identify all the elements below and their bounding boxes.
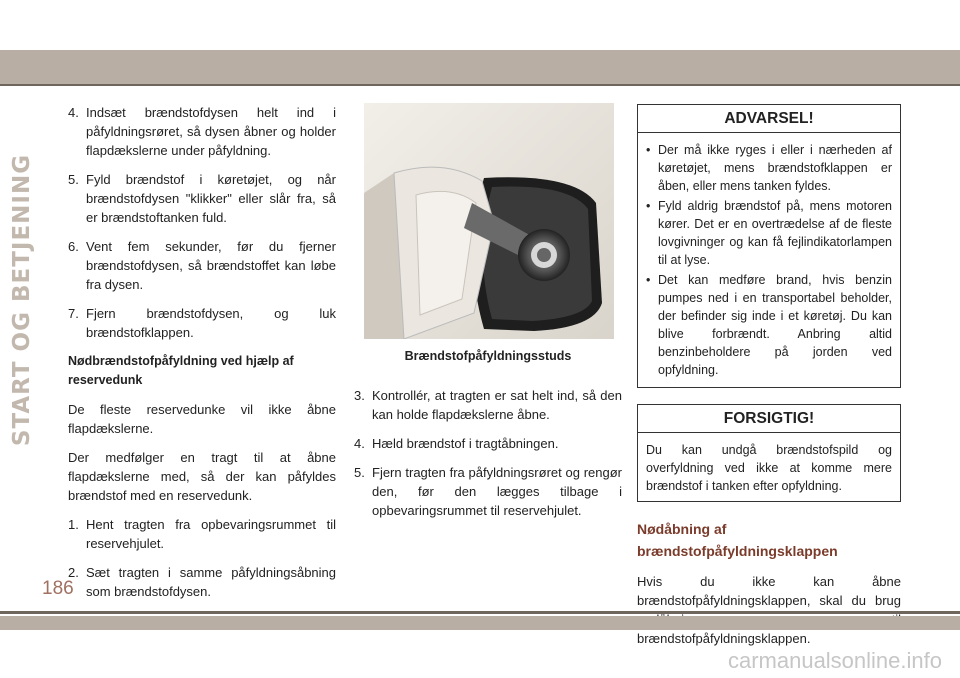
footer-band <box>0 616 960 630</box>
column-left <box>68 103 336 611</box>
list-item: 3. Kontrollér, at tragten er sat helt ind, så den kan holde flapdækslerne åbne. <box>354 388 622 422</box>
fuel-filler-illustration <box>364 103 614 339</box>
column-right <box>637 104 901 658</box>
chapter-title-text: START OG BETJENING <box>9 153 35 447</box>
paragraph: Der medfølger en tragt til at åbne flapdækslerne med, så der kan påfyldes brændstof med en reservedunk. <box>68 450 336 503</box>
list-item: 6. Vent fem sekunder, før du fjerner brændstofdysen, så brændstoffet kan løbe fra dysen. <box>68 239 336 292</box>
paragraph: De fleste reservedunke vil ikke åbne flapdækslerne. <box>68 402 336 436</box>
photo-caption: Brændstofpåfyldningsstuds <box>404 349 572 363</box>
subheading-emergency-fueling: Nødbrændstofpåfyldning ved hjælp af reservedunk <box>68 354 294 387</box>
header-rule <box>0 84 960 86</box>
caution-text: Du kan undgå brændstofspild og overfyldning ved ikke at komme mere brændstof i tanken efter opfyldning. <box>646 443 892 493</box>
list-item: 1. Hent tragten fra opbevaringsrummet til reservehjulet. <box>68 517 336 551</box>
warning-title: ADVARSEL! <box>638 105 900 133</box>
fuel-filler-photo <box>364 103 614 339</box>
footer-rule <box>0 611 960 614</box>
steps-list-b <box>68 515 336 601</box>
list-item: • Det kan medføre brand, hvis benzin pumpes ned i en transportabel beholder, der befinder sig inde i et køretøj. Du kan blive forbrændt. Anbring altid benzinbeholdere på jorden ved opfyldning. <box>646 271 892 379</box>
list-item: 5. Fjern tragten fra påfyldningsrøret og rengør den, før den lægges tilbage i opbevaringsrummet til reservehjulet. <box>354 465 622 518</box>
page-number: 186 <box>42 578 74 599</box>
list-item: 2. Sæt tragten i samme påfyldningsåbning som brændstofdysen. <box>68 565 336 599</box>
warning-list <box>646 141 892 379</box>
caution-title: FORSIGTIG! <box>638 405 900 433</box>
column-middle <box>354 103 622 530</box>
list-item: 7. Fjern brændstofdysen, og luk brændstofklappen. <box>68 306 336 340</box>
section-paragraph: Hvis du ikke kan åbne brændstofpåfyldningsklappen, skal du brug brændstofpåfyldningsklappen. <box>637 574 901 646</box>
steps-list-c <box>354 386 622 520</box>
list-item: 5. Fyld brændstof i køretøjet, og når brændstofdysen "klikker" eller slår fra, så er brændstoftanken fuld. <box>68 172 336 225</box>
list-item: 4. Indsæt brændstofdysen helt ind i påfyldningsrøret, så dysen åbner og holder flapdækslerne under påfyldning. <box>68 105 336 158</box>
caution-box <box>637 404 901 502</box>
list-item: • Fyld aldrig brændstof på, mens motoren kører. Det er en overtrædelse af de fleste lovgivninger og kan få fejlindikatorlampen til at lyse. <box>646 197 892 269</box>
warning-box <box>637 104 901 388</box>
watermark: carmanualsonline.info <box>727 648 942 673</box>
list-item: 4. Hæld brændstof i tragtåbningen. <box>354 436 559 451</box>
header-band <box>0 50 960 84</box>
list-item: • Der må ikke ryges i eller i nærheden af køretøjet, mens brændstofklappen er åben, eller mens tanken fyldes. <box>646 141 892 195</box>
section-heading: Nødåbning af brændstofpåfyldningsklappen <box>637 521 838 559</box>
steps-list-a <box>68 103 336 342</box>
